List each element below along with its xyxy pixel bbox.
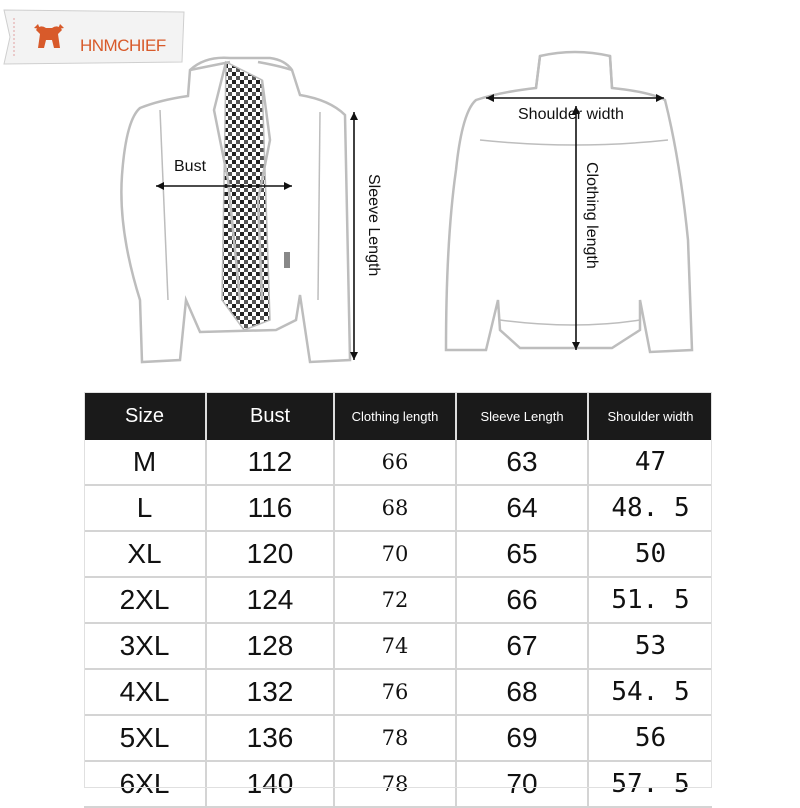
shoulder-width-cell: 53 (588, 623, 712, 669)
bust-cell: 128 (206, 623, 334, 669)
clothing-length-label: Clothing length (583, 162, 600, 269)
sleeve-length-cell: 66 (456, 577, 588, 623)
header-shoulder-width: Shoulder width (588, 392, 712, 440)
sleeve-length-cell: 70 (456, 761, 588, 807)
table-row (84, 577, 712, 623)
table-header-row (84, 392, 712, 440)
size-cell: 6XL (84, 761, 206, 807)
table-row (84, 485, 712, 531)
bust-cell: 116 (206, 485, 334, 531)
shoulder-width-label: Shoulder width (518, 106, 624, 123)
clothing-length-cell: 70 (334, 531, 456, 577)
table-row (84, 623, 712, 669)
shoulder-width-cell: 50 (588, 531, 712, 577)
size-cell: 5XL (84, 715, 206, 761)
table-row (84, 531, 712, 577)
clothing-length-cell: 78 (334, 761, 456, 807)
table-row (84, 440, 712, 485)
clothing-length-cell: 76 (334, 669, 456, 715)
sleeve-length-arrow (350, 112, 358, 360)
bust-cell: 140 (206, 761, 334, 807)
header-size: Size (84, 392, 206, 440)
bust-label: Bust (174, 158, 207, 175)
shoulder-width-cell: 54. 5 (588, 669, 712, 715)
sleeve-length-cell: 68 (456, 669, 588, 715)
shoulder-width-cell: 51. 5 (588, 577, 712, 623)
sleeve-length-cell: 64 (456, 485, 588, 531)
front-jacket-illustration (121, 58, 350, 362)
bust-cell: 132 (206, 669, 334, 715)
jacket-diagrams (0, 0, 800, 380)
clothing-length-cell: 74 (334, 623, 456, 669)
table-row (84, 761, 712, 807)
bust-cell: 124 (206, 577, 334, 623)
clothing-length-cell: 66 (334, 440, 456, 485)
shoulder-width-cell: 47 (588, 440, 712, 485)
size-cell: 2XL (84, 577, 206, 623)
bust-cell: 120 (206, 531, 334, 577)
clothing-length-cell: 72 (334, 577, 456, 623)
size-cell: 4XL (84, 669, 206, 715)
sleeve-length-label: Sleeve Length (365, 174, 382, 277)
back-jacket-illustration (446, 52, 692, 352)
size-cell: M (84, 440, 206, 485)
bust-cell: 112 (206, 440, 334, 485)
sleeve-length-cell: 67 (456, 623, 588, 669)
clothing-length-cell: 78 (334, 715, 456, 761)
size-cell: XL (84, 531, 206, 577)
sleeve-length-cell: 65 (456, 531, 588, 577)
shoulder-width-cell: 48. 5 (588, 485, 712, 531)
shoulder-width-cell: 56 (588, 715, 712, 761)
table-row (84, 715, 712, 761)
shoulder-width-cell: 57. 5 (588, 761, 712, 807)
size-cell: L (84, 485, 206, 531)
sleeve-length-cell: 63 (456, 440, 588, 485)
header-bust: Bust (206, 392, 334, 440)
table-row (84, 669, 712, 715)
sleeve-length-cell: 69 (456, 715, 588, 761)
clothing-length-cell: 68 (334, 485, 456, 531)
brand-name: HNMCHIEF (80, 36, 166, 55)
size-cell: 3XL (84, 623, 206, 669)
size-chart-table (84, 392, 712, 808)
bust-cell: 136 (206, 715, 334, 761)
header-clothing-length: Clothing length (334, 392, 456, 440)
header-sleeve-length: Sleeve Length (456, 392, 588, 440)
